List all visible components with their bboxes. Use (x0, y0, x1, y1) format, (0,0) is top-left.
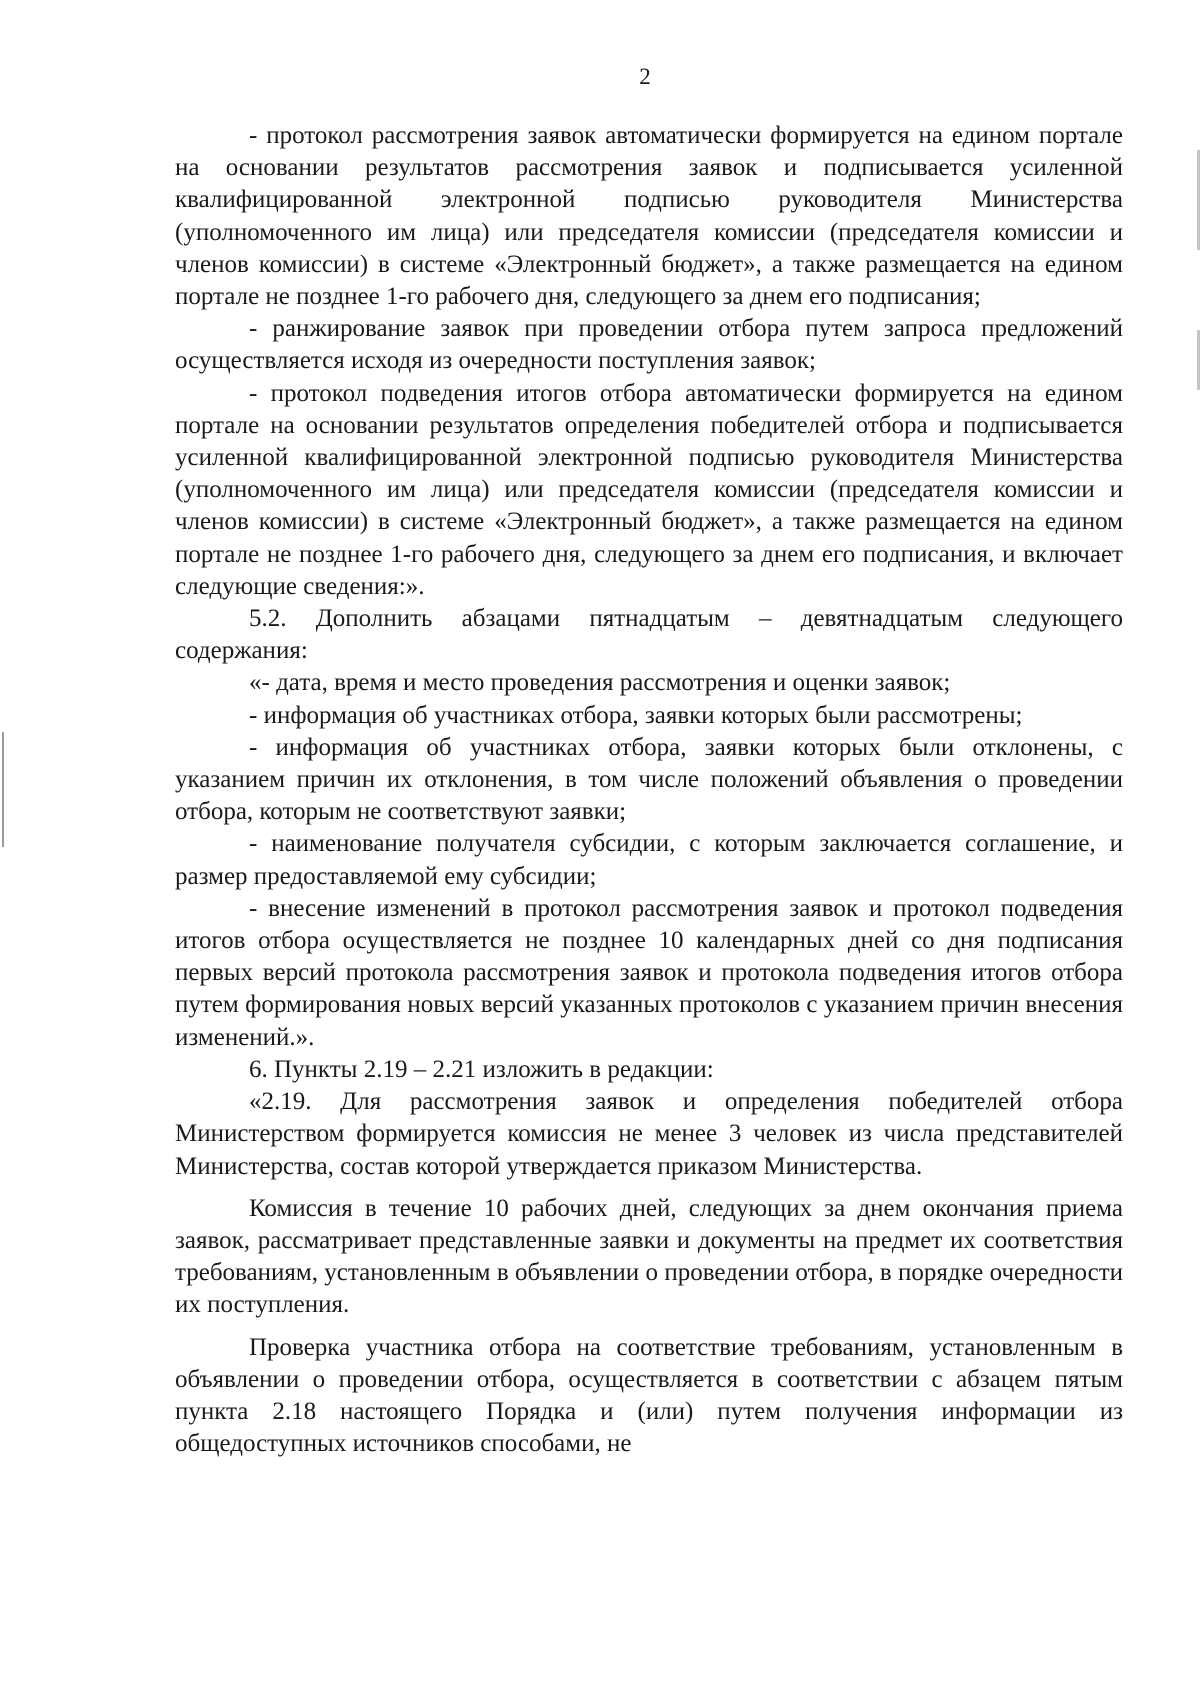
paragraph: Комиссия в течение 10 рабочих дней, следующих за днем окончания приема заявок, рассматривает представленные заявки и документы на предмет их соответствия требованиям, установленным в объявлении о проведении отбора, в порядке очередности их поступления. (175, 1194, 1123, 1319)
page-number: 2 (639, 64, 651, 89)
paragraph: - ранжирование заявок при проведении отбора путем запроса предложений осуществляется исходя из очередности поступления заявок; (175, 315, 1123, 375)
paragraph: - наименование получателя субсидии, с которым заключается соглашение, и размер предоставляемой ему субсидии; (175, 830, 1123, 890)
paragraph: - информация об участниках отбора, заявки которых были отклонены, с указанием причин их отклонения, в том числе положений объявления о проведении отбора, которым не соответствуют заявки; (175, 733, 1123, 826)
paragraph: - протокол рассмотрения заявок автоматически формируется на едином портале на основании результатов рассмотрения заявок и подписывается усиленной квалифицированной электронной подписью руководителя Министерства (уполномоченного им лица) или председателя комиссии (председателя комиссии и членов комиссии) в системе «Электронный бюджет», а также размещается на едином портале не позднее 1-го рабочего дня, следующего за днем его подписания; (175, 122, 1123, 311)
paragraph: - внесение изменений в протокол рассмотрения заявок и протокол подведения итогов отбора осуществляется не позднее 10 календарных дней со дня подписания первых версий протокола рассмотрения заявок и протокола подведения итогов отбора путем формирования новых версий указанных протоколов с указанием причин внесения изменений.». (175, 894, 1123, 1051)
paragraph: «2.19. Для рассмотрения заявок и определения победителей отбора Министерством формируется комиссия не менее 3 человек из числа представителей Министерства, состав которой утверждается приказом Министерства. (175, 1088, 1123, 1180)
paragraph: «- дата, время и место проведения рассмотрения и оценки заявок; (249, 669, 951, 697)
paragraph: Проверка участника отбора на соответствие требованиям, установленным в объявлении о проведении отбора, осуществляется в соответствии с абзацем пятым пункта 2.18 настоящего Порядка и (или) путем получения информации из общедоступных источников способами, не (175, 1333, 1123, 1458)
paragraph: - протокол подведения итогов отбора автоматически формируется на едином портале на основании результатов определения победителей отбора и подписывается усиленной квалифицированной электронной подписью руководителя Министерства (уполномоченного им лица) или председателя комиссии (председателя комиссии и членов комиссии) в системе «Электронный бюджет», а также размещается на едином портале не позднее 1-го рабочего дня, следующего за днем его подписания, и включает следующие сведения:». (175, 379, 1123, 600)
scan-margin-mark (2, 732, 4, 847)
paragraph: 6. Пункты 2.19 – 2.21 изложить в редакции: (249, 1055, 714, 1083)
paragraph: - информация об участниках отбора, заявки которых были рассмотрены; (249, 701, 1023, 729)
document-body (175, 120, 1123, 1460)
paragraph: 5.2. Дополнить абзацами пятнадцатым – девятнадцатым следующего содержания: (175, 605, 1123, 665)
